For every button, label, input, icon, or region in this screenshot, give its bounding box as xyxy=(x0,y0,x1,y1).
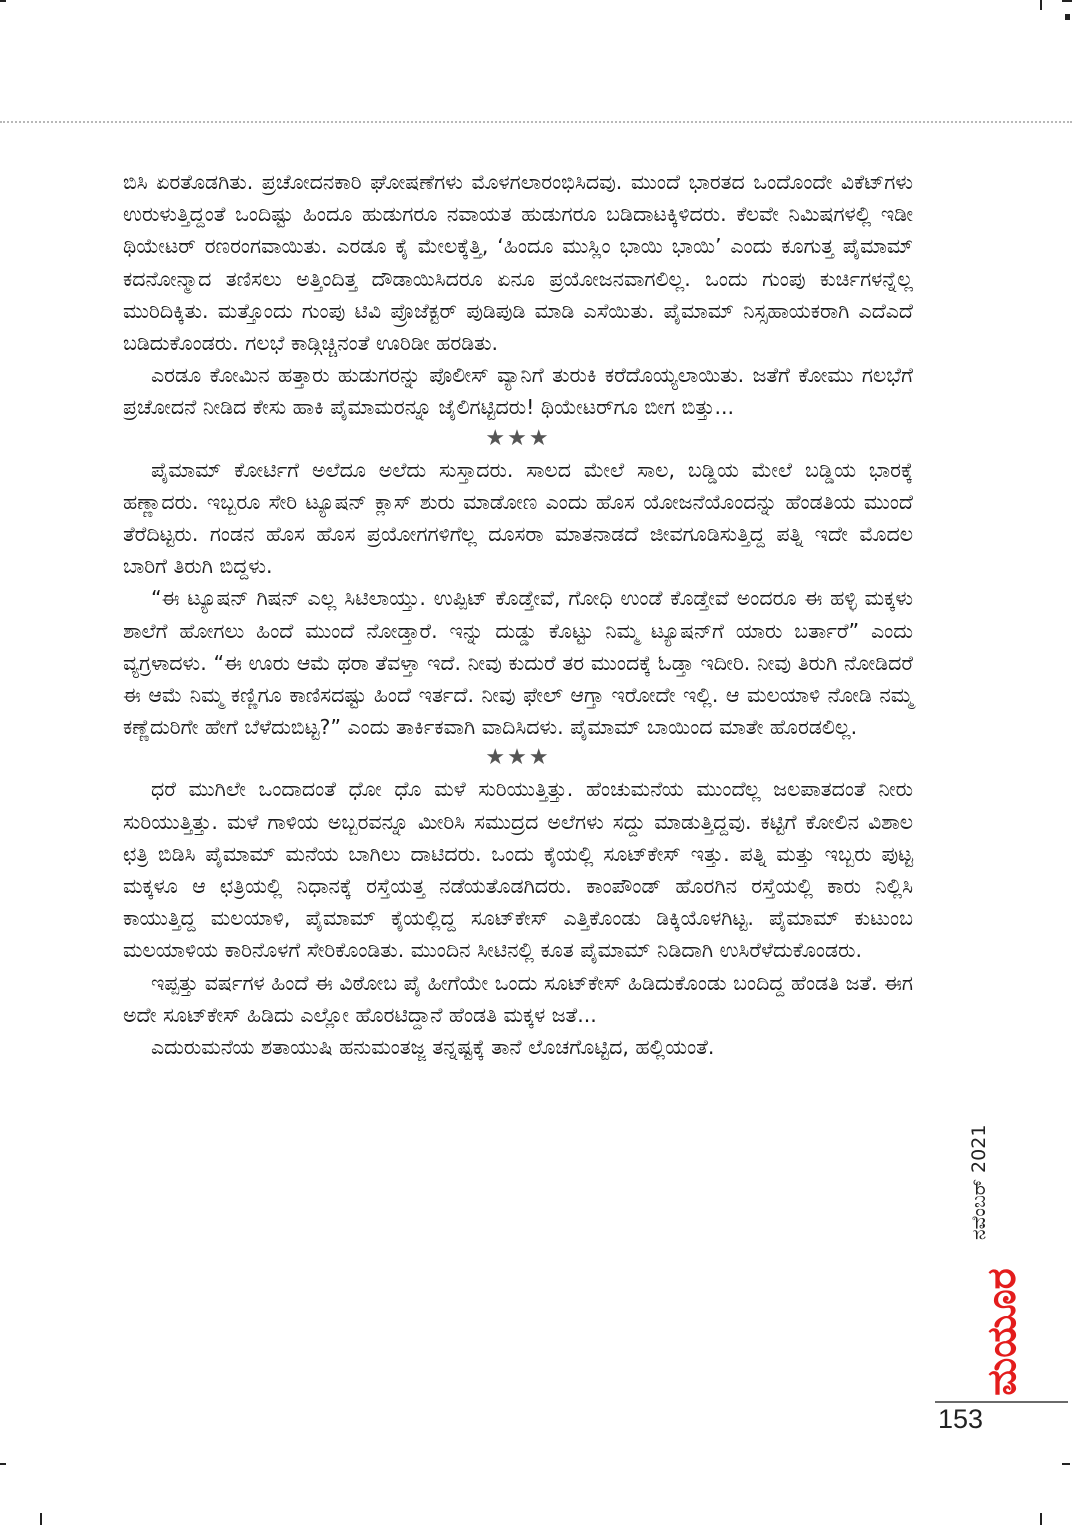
paragraph: ಎರಡೂ ಕೋಮಿನ ಹತ್ತಾರು ಹುಡುಗರನ್ನು ಪೊಲೀಸ್ ವ್ಯಾನಿಗೆ ತುರುಕಿ ಕರೆದೊಯ್ಯಲಾಯಿತು. ಜತೆಗೆ ಕೋಮು ಗಲಭೆಗೆ ಪ್ರಚೋದನೆ ನೀಡಿದ ಕೇಸು ಹಾಕಿ ಪೈಮಾಮರನ್ನೂ ಜೈಲಿಗಟ್ಟಿದರು! ಥಿಯೇಟರ್‌ಗೂ ಬೀಗ ಬಿತ್ತು... xyxy=(123,363,913,420)
paragraph: ಪೈಮಾಮ್ ಕೋರ್ಟಿಗೆ ಅಲೆದೂ ಅಲೆದು ಸುಸ್ತಾದರು. ಸಾಲದ ಮೇಲೆ ಸಾಲ, ಬಡ್ಡಿಯ ಮೇಲೆ ಬಡ್ಡಿಯ ಭಾರಕ್ಕೆ ಹಣ್ಣಾದರು. ಇಬ್ಬರೂ ಸೇರಿ ಟ್ಯೂಷನ್ ಕ್ಲಾಸ್ ಶುರು ಮಾಡೋಣ ಎಂದು ಹೊಸ ಯೋಜನೆಯೊಂದನ್ನು ಹೆಂಡತಿಯ ಮುಂದೆ ತೆರೆದಿಟ್ಟರು. ಗಂಡನ ಹೊಸ ಹೊಸ ಪ್ರಯೋಗಗಳಿಗೆಲ್ಲ ದೂಸರಾ ಮಾತನಾಡದೆ ಜೀವಗೂಡಿಸುತ್ತಿದ್ದ ಪತ್ನಿ ಇದೇ ಮೊದಲ ಬಾರಿಗೆ ತಿರುಗಿ ಬಿದ್ದಳು. xyxy=(123,457,913,579)
crop-mark xyxy=(1062,0,1072,2)
magazine-logo xyxy=(933,1252,1025,1412)
crop-mark xyxy=(1040,0,1042,10)
crop-mark xyxy=(0,1463,6,1465)
page-number: 153 xyxy=(938,1404,984,1434)
paragraph: ಎದುರುಮನೆಯ ಶತಾಯುಷಿ ಹನುಮಂತಜ್ಜ ತನ್ನಷ್ಟಕ್ಕೆ ತಾನೆ ಲೊಚಗೊಟ್ಟಿದ, ಹಲ್ಲಿಯಂತೆ. xyxy=(151,1035,715,1060)
crop-mark xyxy=(1040,1513,1042,1525)
paragraph: “ಈ ಟ್ಯೂಷನ್ ಗಿಷನ್ ಎಲ್ಲ ಸಿಟಿಲಾಯ್ತು. ಉಪ್ಪಿಟ್ ಕೊಡ್ತೇವೆ, ಗೋಧಿ ಉಂಡೆ ಕೊಡ್ತೇವೆ ಅಂದರೂ ಈ ಹಳ್ಳಿ ಮಕ್ಕಳು ಶಾಲೆಗೆ ಹೋಗಲು ಹಿಂದೆ ಮುಂದೆ ನೋಡ್ತಾರೆ. ಇನ್ನು ದುಡ್ಡು ಕೊಟ್ಟು ನಿಮ್ಮ ಟ್ಯೂಷನ್‌ಗೆ ಯಾರು ಬರ್ತಾರೆ” ಎಂದು ವ್ಯಗ್ರಳಾದಳು. “ಈ ಊರು ಆಮೆ ಥರಾ ತೆವಳ್ತಾ ಇದೆ. ನೀವು ಕುದುರೆ ತರ ಮುಂದಕ್ಕೆ ಓಡ್ತಾ ಇದೀರಿ. ನೀವು ತಿರುಗಿ ನೋಡಿದರೆ ಈ ಆಮೆ ನಿಮ್ಮ ಕಣ್ಣಿಗೂ ಕಾಣಿಸದಷ್ಟು ಹಿಂದೆ ಇರ್ತದೆ. ನೀವು ಫೇಲ್ ಆಗ್ತಾ ಇರೋದೇ ಇಲ್ಲಿ. ಆ ಮಲಯಾಳಿ ನೋಡಿ ನಮ್ಮ ಕಣ್ಣೆದುರಿಗೇ ಹೇಗೆ ಬೆಳೆದುಬಿಟ್ಟ?” ಎಂದು ತಾರ್ಕಿಕವಾಗಿ ವಾದಿಸಿದಳು. ಪೈಮಾಮ್ ಬಾಯಿಂದ ಮಾತೇ ಹೊರಡಲಿಲ್ಲ. xyxy=(123,586,913,740)
crop-mark xyxy=(1062,1463,1070,1465)
paragraph: ಬಿಸಿ ಏರತೊಡಗಿತು. ಪ್ರಚೋದನಕಾರಿ ಘೋಷಣೆಗಳು ಮೊಳಗಲಾರಂಭಿಸಿದವು. ಮುಂದೆ ಭಾರತದ ಒಂದೊಂದೇ ವಿಕೆಟ್‌ಗಳು ಉರುಳುತ್ತಿದ್ದಂತೆ ಒಂದಿಷ್ಟು ಹಿಂದೂ ಹುಡುಗರೂ ನವಾಯತ ಹುಡುಗರೂ ಬಡಿದಾಟಕ್ಕಿಳಿದರು. ಕೆಲವೇ ನಿಮಿಷಗಳಲ್ಲಿ ಇಡೀ ಥಿಯೇಟರ್ ರಣರಂಗವಾಯಿತು. ಎರಡೂ ಕೈ ಮೇಲಕ್ಕೆತ್ತಿ, ‘ಹಿಂದೂ ಮುಸ್ಲಿಂ ಭಾಯಿ ಭಾಯಿ’ ಎಂದು ಕೂಗುತ್ತ ಪೈಮಾಮ್ ಕದನೋನ್ಮಾದ ತಣಿಸಲು ಅತ್ತಿಂದಿತ್ತ ದೌಡಾಯಿಸಿದರೂ ಏನೂ ಪ್ರಯೋಜನವಾಗಲಿಲ್ಲ. ಒಂದು ಗುಂಪು ಕುರ್ಚಿಗಳನ್ನೆಲ್ಲ ಮುರಿದಿಕ್ಕಿತು. ಮತ್ತೊಂದು ಗುಂಪು ಟಿವಿ ಪ್ರೊಜೆಕ್ಟರ್ ಪುಡಿಪುಡಿ ಮಾಡಿ ಎಸೆಯಿತು. ಪೈಮಾಮ್ ನಿಸ್ಸಹಾಯಕರಾಗಿ ಎದೆಎದೆ ಬಡಿದುಕೊಂಡರು. ಗಲಭೆ ಕಾಡ್ಗಿಚ್ಚಿನಂತೆ ಊರಿಡೀ ಹರಡಿತು. xyxy=(123,170,913,356)
header-dotted-rule xyxy=(0,121,1072,123)
paragraph: ಧರೆ ಮುಗಿಲೇ ಒಂದಾದಂತೆ ಧೋ ಧೊ ಮಳೆ ಸುರಿಯುತ್ತಿತ್ತು. ಹೆಂಚುಮನೆಯ ಮುಂದೆಲ್ಲ ಜಲಪಾತದಂತೆ ನೀರು ಸುರಿಯುತ್ತಿತ್ತು. ಮಳೆ ಗಾಳಿಯ ಅಬ್ಬರವನ್ನೂ ಮೀರಿಸಿ ಸಮುದ್ರದ ಅಲೆಗಳು ಸದ್ದು ಮಾಡುತ್ತಿದ್ದವು. ಕಟ್ಟಿಗೆ ಕೋಲಿನ ವಿಶಾಲ ಛತ್ರಿ ಬಿಡಿಸಿ ಪೈಮಾಮ್ ಮನೆಯ ಬಾಗಿಲು ದಾಟಿದರು. ಒಂದು ಕೈಯಲ್ಲಿ ಸೂಟ್‌ಕೇಸ್ ಇತ್ತು. ಪತ್ನಿ ಮತ್ತು ಇಬ್ಬರು ಪುಟ್ಟ ಮಕ್ಕಳೂ ಆ ಛತ್ರಿಯಲ್ಲಿ ನಿಧಾನಕ್ಕೆ ರಸ್ತೆಯತ್ತ ನಡೆಯತೊಡಗಿದರು. ಕಾಂಪೌಂಡ್ ಹೊರಗಿನ ರಸ್ತೆಯಲ್ಲಿ ಕಾರು ನಿಲ್ಲಿಸಿ ಕಾಯುತ್ತಿದ್ದ ಮಲಯಾಳಿ, ಪೈಮಾಮ್ ಕೈಯಲ್ಲಿದ್ದ ಸೂಟ್‌ಕೇಸ್ ಎತ್ತಿಕೊಂಡು ಡಿಕ್ಕಿಯೊಳಗಿಟ್ಟ. ಪೈಮಾಮ್ ಕುಟುಂಬ ಮಲಯಾಳಿಯ ಕಾರಿನೊಳಗೆ ಸೇರಿಕೊಂಡಿತು. ಮುಂದಿನ ಸೀಟಿನಲ್ಲಿ ಕೂತ ಪೈಮಾಮ್ ನಿಡಿದಾಗಿ ಉಸಿರೆಳೆದುಕೊಂಡರು. xyxy=(123,777,913,963)
issue-date-container xyxy=(940,1080,990,1240)
article-body xyxy=(123,166,913,1063)
footer-rule xyxy=(935,1401,1068,1403)
crop-mark xyxy=(0,0,6,2)
section-separator: ★★★ xyxy=(485,745,551,771)
crop-mark xyxy=(1065,14,1070,20)
section-separator: ★★★ xyxy=(485,425,551,451)
paragraph: ಇಪ್ಪತ್ತು ವರ್ಷಗಳ ಹಿಂದೆ ಈ ವಿಠೋಬ ಪೈ ಹೀಗೆಯೇ ಒಂದು ಸೂಟ್‌ಕೇಸ್ ಹಿಡಿದುಕೊಂಡು ಬಂದಿದ್ದ ಹೆಂಡತಿ ಜತೆ. ಈಗ ಅದೇ ಸೂಟ್‌ಕೇಸ್ ಹಿಡಿದು ಎಲ್ಲೋ ಹೊರಟಿದ್ದಾನೆ ಹೆಂಡತಿ ಮಕ್ಕಳ ಜತೆ... xyxy=(123,970,913,1027)
issue-date: ನವೆಂಬರ್ 2021 xyxy=(968,1124,990,1240)
crop-mark xyxy=(40,1513,42,1525)
magazine-name: ಮಯೂರ xyxy=(979,1268,1025,1396)
